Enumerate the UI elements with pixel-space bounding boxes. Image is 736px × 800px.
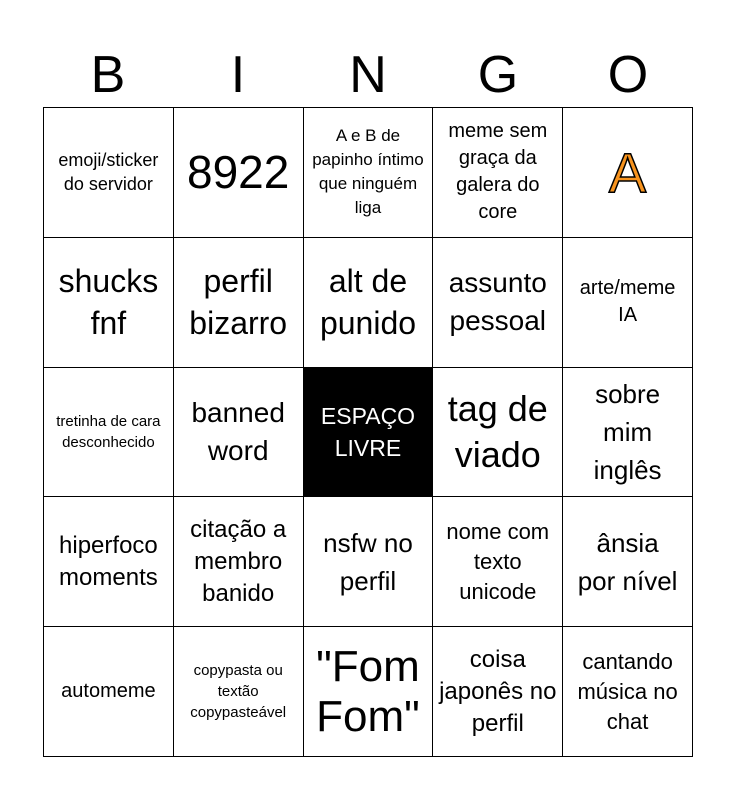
bingo-cell[interactable]	[563, 108, 693, 238]
cell-text: tag de viado	[447, 387, 548, 475]
cell-text: meme sem graça da galera do core	[448, 120, 548, 224]
bingo-cell[interactable]	[304, 238, 434, 368]
header-letter-b: B	[90, 46, 126, 104]
header-letter-n: N	[349, 46, 387, 104]
cell-text: hiperfoco moments	[59, 531, 158, 591]
cell-text: A e B de papinho íntimo que ninguém liga	[312, 126, 424, 218]
free-space-label: ESPAÇO LIVRE	[320, 402, 416, 461]
cell-text: perfil bizarro	[189, 263, 288, 342]
cell-text: cantando música no chat	[577, 648, 678, 734]
cell-text: emoji/sticker do servidor	[58, 150, 159, 195]
bingo-cell[interactable]	[563, 627, 693, 757]
bingo-board	[43, 107, 693, 757]
cell-text: ânsia por nível	[577, 527, 678, 596]
bingo-cell[interactable]	[563, 497, 693, 627]
bingo-cell[interactable]	[304, 627, 434, 757]
cell-text: arte/meme IA	[579, 277, 676, 327]
header-letter-g: G	[477, 46, 519, 104]
bingo-cell[interactable]	[563, 238, 693, 368]
bingo-cell[interactable]	[433, 238, 563, 368]
bingo-cell[interactable]	[44, 368, 174, 498]
bingo-cell[interactable]	[44, 497, 174, 627]
bingo-cell[interactable]	[304, 108, 434, 238]
bingo-cell[interactable]	[44, 108, 174, 238]
cell-text: shucks fnf	[58, 263, 159, 342]
header-letter-i: I	[230, 46, 246, 104]
cell-text: sobre mim inglês	[593, 378, 662, 485]
cell-text: A	[608, 140, 647, 204]
header-letter-o: O	[607, 46, 649, 104]
cell-text: automeme	[61, 680, 156, 703]
bingo-cell[interactable]	[563, 368, 693, 498]
free-space-cell[interactable]	[304, 368, 434, 498]
cell-text: nsfw no perfil	[323, 527, 413, 596]
bingo-cell[interactable]	[174, 368, 304, 498]
bingo-cell[interactable]	[433, 108, 563, 238]
cell-text: 8922	[187, 146, 290, 199]
bingo-cell[interactable]	[44, 238, 174, 368]
bingo-cell[interactable]	[433, 497, 563, 627]
bingo-cell[interactable]	[44, 627, 174, 757]
bingo-cell[interactable]	[174, 108, 304, 238]
bingo-cell[interactable]	[174, 627, 304, 757]
cell-text: nome com texto unicode	[446, 518, 550, 604]
bingo-cell[interactable]	[174, 238, 304, 368]
cell-text: alt de punido	[319, 263, 417, 342]
bingo-cell[interactable]	[304, 497, 434, 627]
cell-text: coisa japonês no perfil	[439, 645, 557, 737]
cell-text: citação a membro banido	[190, 515, 287, 607]
bingo-cell[interactable]	[433, 368, 563, 498]
bingo-cell[interactable]	[174, 497, 304, 627]
cell-text: copypasta ou textão copypasteável	[190, 662, 287, 722]
cell-text: tretinha de cara desconhecido	[56, 412, 161, 451]
bingo-cell[interactable]	[433, 627, 563, 757]
cell-text: assunto pessoal	[448, 267, 547, 337]
bingo-header	[43, 45, 693, 105]
cell-text: "Fom Fom"	[316, 641, 420, 741]
cell-text: banned word	[191, 396, 285, 466]
